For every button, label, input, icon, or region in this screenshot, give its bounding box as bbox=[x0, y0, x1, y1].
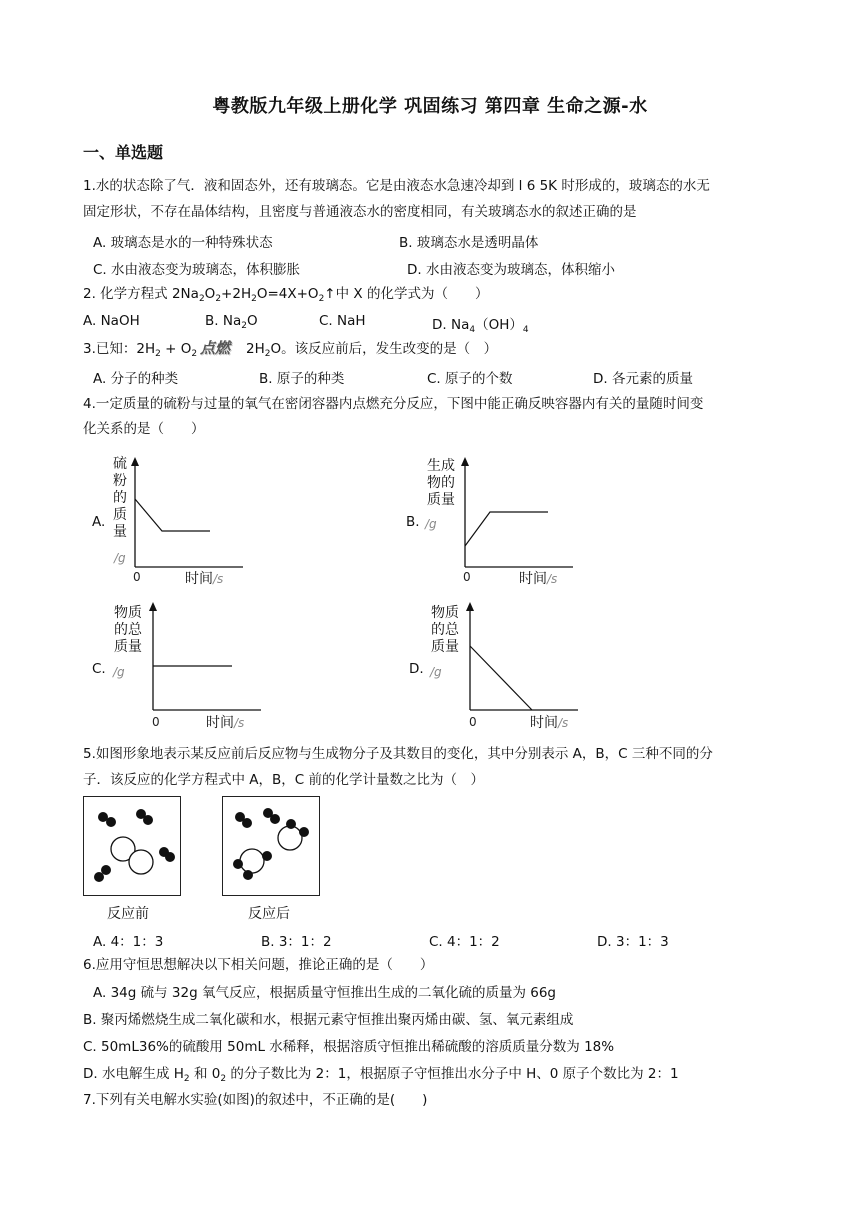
q1-option-b: B. 玻璃态水是透明晶体 bbox=[399, 235, 539, 251]
q1-option-d: D. 水由液态变为玻璃态，体积缩小 bbox=[407, 262, 615, 278]
graph-d-axes bbox=[460, 600, 580, 720]
graph-c-label: C. bbox=[92, 661, 106, 677]
graph-b-xlabel: 时间/s bbox=[519, 571, 558, 587]
q6-stem: 6.应用守恒思想解决以下相关问题，推论正确的是（ ） bbox=[83, 957, 434, 973]
q3-option-c: C. 原子的个数 bbox=[427, 371, 513, 387]
graph-b-label: B. bbox=[406, 514, 420, 530]
q1-stem-line2: 固定形状，不存在晶体结构，且密度与普通液态水的密度相同，有关玻璃态水的叙述正确的是 bbox=[83, 204, 637, 220]
page-title: 粤教版九年级上册化学 巩固练习 第四章 生命之源-水 bbox=[212, 96, 648, 117]
q1-stem-line1: 1.水的状态除了气．液和固态外，还有玻璃态。它是由液态水急速冷却到 l 6 5K 时形成的，玻璃态的水无 bbox=[83, 178, 710, 194]
graph-a-axes bbox=[125, 455, 245, 575]
graph-a-yunit: /g bbox=[114, 551, 126, 565]
graph-a-origin: 0 bbox=[133, 570, 141, 584]
graph-a-xlabel: 时间/s bbox=[185, 571, 224, 587]
q6-option-b: B. 聚丙烯燃烧生成二氧化碳和水，根据元素守恒推出聚丙烯由碳、氢、氧元素组成 bbox=[83, 1012, 574, 1028]
graph-a-label: A. bbox=[92, 514, 106, 530]
q2-option-d: D. $Na_4(OH)_4$ bbox=[432, 317, 529, 335]
q2-option-c: C. NaH bbox=[319, 313, 366, 329]
q7-stem: 7.下列有关电解水实验(如图)的叙述中，不正确的是( ) bbox=[83, 1092, 428, 1108]
graph-b-yunit: /g bbox=[425, 517, 437, 531]
graph-b-axes bbox=[455, 455, 575, 575]
after-reaction-box bbox=[222, 796, 320, 896]
before-reaction-box bbox=[83, 796, 181, 896]
before-reaction-molecules bbox=[84, 797, 180, 895]
q2-option-b: B. $Na_2O$ bbox=[205, 313, 258, 331]
before-reaction-caption: 反应前 bbox=[107, 906, 149, 922]
graph-c-origin: 0 bbox=[152, 715, 160, 729]
ignition-condition-label: 点燃 bbox=[200, 337, 244, 357]
graph-c-axes bbox=[143, 600, 263, 720]
q3-option-a: A. 分子的种类 bbox=[93, 371, 179, 387]
q5-stem-line1: 5.如图形象地表示某反应前后反应物与生成物分子及其数目的变化，其中分别表示 A，B，C 三种不同的分 bbox=[83, 746, 713, 762]
q4-stem-line1: 4.一定质量的硫粉与过量的氧气在密闭容器内点燃充分反应，下图中能正确反映容器内有关的量随时间变 bbox=[83, 396, 704, 412]
graph-c-yunit: /g bbox=[113, 665, 125, 679]
graph-b-curve bbox=[465, 512, 548, 546]
graph-c-xlabel: 时间/s bbox=[206, 715, 245, 731]
graph-b-ylabel: 生成 物的 质量 bbox=[427, 458, 455, 508]
q6-option-c: C. 50mL36%的硫酸用 50mL 水稀释，根据溶质守恒推出稀硫酸的溶质质量分数为 18% bbox=[83, 1039, 615, 1055]
q6-option-a: A. 34g 硫与 32g 氧气反应，根据质量守恒推出生成的二氧化硫的质量为 66g bbox=[93, 985, 556, 1001]
graph-d-yunit: /g bbox=[430, 665, 442, 679]
section-heading: 一、单选题 bbox=[83, 143, 164, 162]
graph-a-ylabel: 硫 粉 的 质 量 bbox=[113, 456, 127, 540]
after-reaction-molecules bbox=[223, 797, 319, 895]
q1-option-c: C. 水由液态变为玻璃态，体积膨胀 bbox=[93, 262, 301, 278]
q3-stem-left: 3.已知：$2H_2 + O_2$ bbox=[83, 341, 198, 359]
q4-stem-line2: 化关系的是（ ） bbox=[83, 421, 205, 437]
q2-option-a: A. NaOH bbox=[83, 313, 140, 329]
q2-stem: 2. 化学方程式 $2Na_2O_2+2H_2O=4X+O_2↑$中 X 的化学式为（ ） bbox=[83, 286, 489, 304]
graph-d-xlabel: 时间/s bbox=[530, 715, 569, 731]
q5-option-c: C. 4：1：2 bbox=[429, 934, 500, 950]
graph-d-curve bbox=[470, 646, 532, 710]
graph-a-curve bbox=[135, 499, 210, 531]
graph-d-ylabel: 物质 的总 质量 bbox=[431, 605, 459, 655]
graph-b-origin: 0 bbox=[463, 570, 471, 584]
q6-option-d: D. 水电解生成 $H_2$ 和 $0_2$ 的分子数比为 2：1，根据原子守恒推出水分子中 H、0 原子个数比为 2：1 bbox=[83, 1066, 679, 1084]
q1-option-a: A. 玻璃态是水的一种特殊状态 bbox=[93, 235, 273, 251]
q5-option-a: A. 4：1：3 bbox=[93, 934, 164, 950]
graph-d-label: D. bbox=[409, 661, 424, 677]
graph-c-ylabel: 物质 的总 质量 bbox=[114, 605, 142, 655]
q3-stem-right: $2H_2O$。该反应前后，发生改变的是（ ） bbox=[246, 341, 498, 359]
after-reaction-caption: 反应后 bbox=[248, 906, 290, 922]
q3-option-d: D. 各元素的质量 bbox=[593, 371, 693, 387]
graph-d-origin: 0 bbox=[469, 715, 477, 729]
q5-option-b: B. 3：1：2 bbox=[261, 934, 332, 950]
q5-stem-line2: 子．该反应的化学方程式中 A，B，C 前的化学计量数之比为（ ） bbox=[83, 772, 485, 788]
q5-option-d: D. 3：1：3 bbox=[597, 934, 669, 950]
q3-option-b: B. 原子的种类 bbox=[259, 371, 345, 387]
